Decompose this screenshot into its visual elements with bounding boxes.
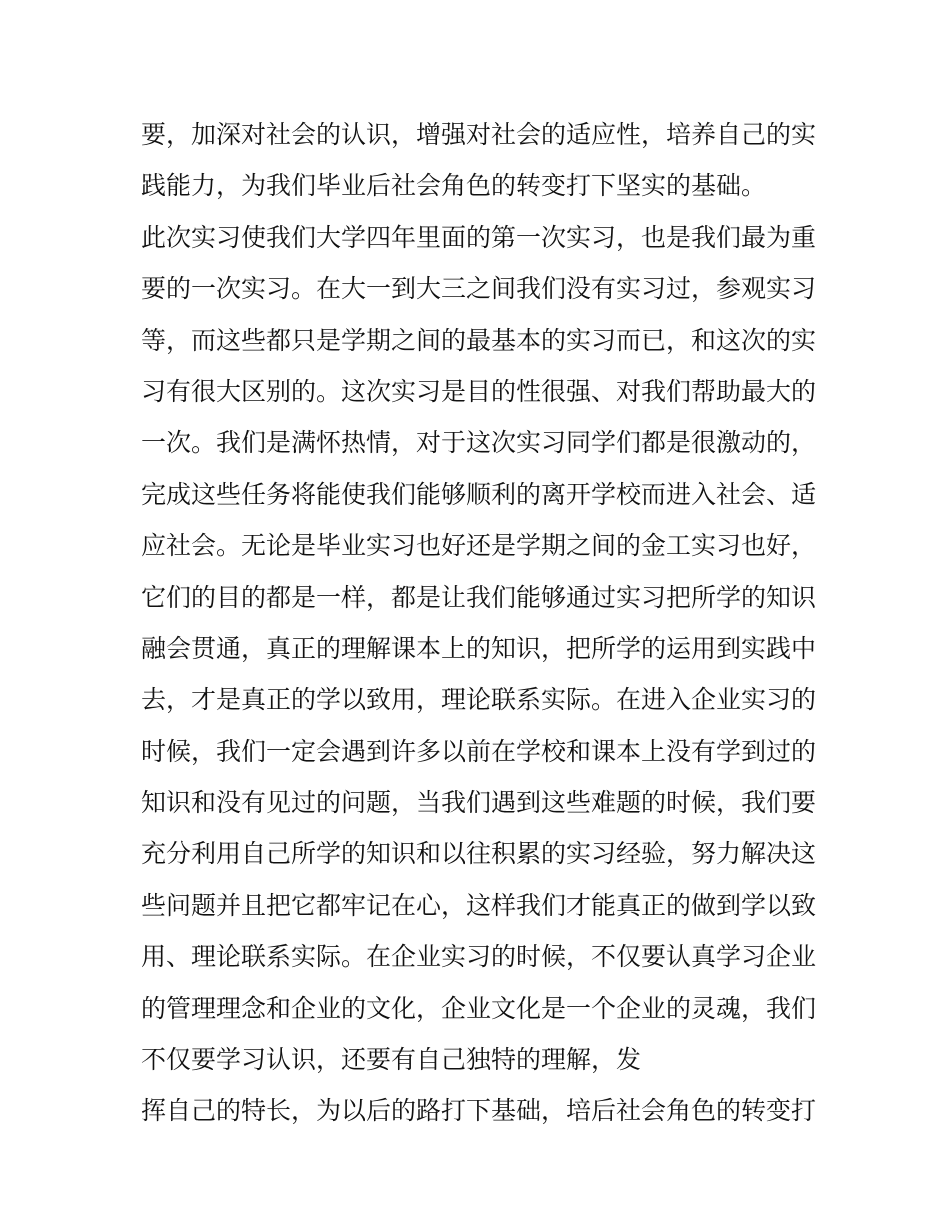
text-line-5: 等，而这些都只是学期之间的最基本的实习而已，和这次的实 <box>141 325 817 355</box>
text-line-1: 要，加深对社会的认识，增强对社会的适应性，培养自己的实 <box>141 120 817 149</box>
text-line-20: 挥自己的特长，为以后的路打下基础，培后社会角色的转变打 <box>141 1096 817 1126</box>
text-line-19: 不仅要学习认识，还要有自己独特的理解，发 <box>141 1045 642 1075</box>
text-line-2: 践能力，为我们毕业后社会角色的转变打下坚实的基础。 <box>141 171 767 201</box>
text-line-17: 用、理论联系实际。在企业实习的时候，不仅要认真学习企业 <box>141 942 817 972</box>
text-line-3: 此次实习使我们大学四年里面的第一次实习，也是我们最为重 <box>141 222 817 252</box>
text-line-6: 习有很大区别的。这次实习是目的性很强、对我们帮助最大的 <box>141 376 817 406</box>
text-line-14: 知识和没有见过的问题，当我们遇到这些难题的时候，我们要 <box>141 788 817 818</box>
text-line-4: 要的一次实习。在大一到大三之间我们没有实习过，参观实习 <box>141 274 817 304</box>
text-line-16: 些问题并且把它都牢记在心，这样我们才能真正的做到学以致 <box>141 890 817 920</box>
text-line-11: 融会贯通，真正的理解课本上的知识，把所学的运用到实践中 <box>141 633 817 663</box>
text-line-10: 它们的目的都是一样，都是让我们能够通过实习把所学的知识 <box>141 582 817 612</box>
text-line-8: 完成这些任务将能使我们能够顺利的离开学校而进入社会、适 <box>141 479 817 509</box>
text-line-9: 应社会。无论是毕业实习也好还是学期之间的金工实习也好， <box>141 531 817 561</box>
text-line-15: 充分利用自己所学的知识和以往积累的实习经验，努力解决这 <box>141 839 817 869</box>
text-line-18: 的管理理念和企业的文化，企业文化是一个企业的灵魂，我们 <box>141 993 817 1023</box>
body-text <box>141 109 821 1137</box>
text-line-7: 一次。我们是满怀热情，对于这次实习同学们都是很激动的， <box>141 428 817 458</box>
text-line-13: 时候，我们一定会遇到许多以前在学校和课本上没有学到过的 <box>141 736 817 766</box>
text-line-12: 去，才是真正的学以致用，理论联系实际。在进入企业实习的 <box>141 685 817 715</box>
